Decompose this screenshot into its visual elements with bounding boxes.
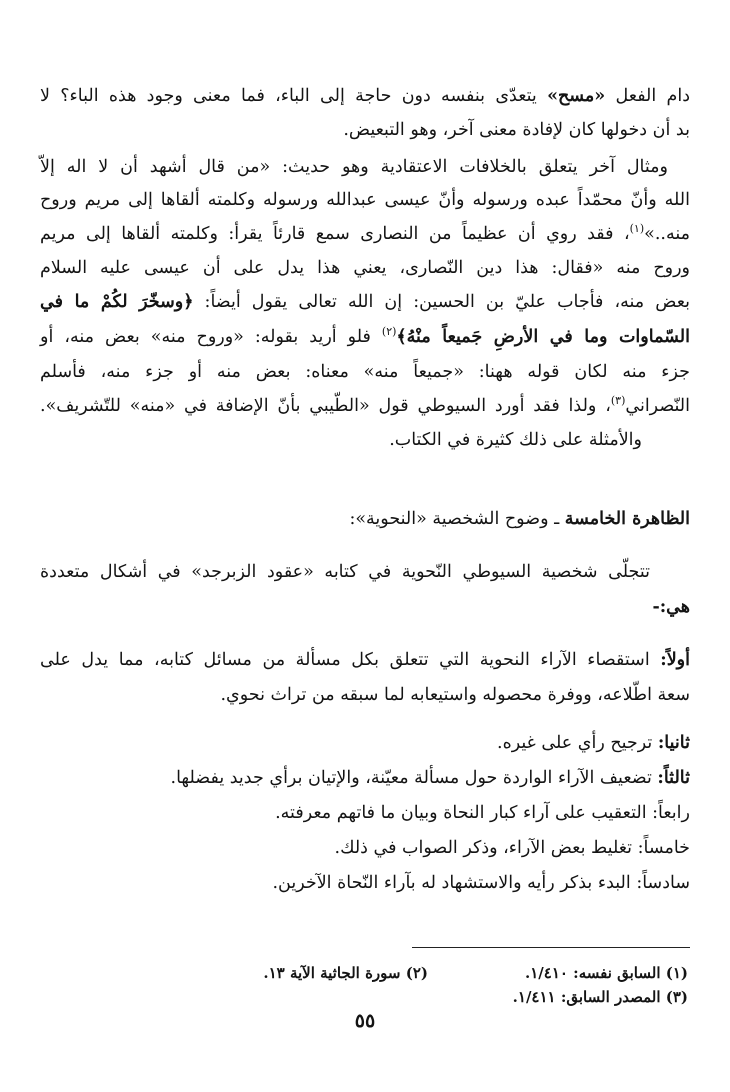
footnote-2: (٢) سورة الجاثية الآية ١٣. <box>263 964 428 982</box>
text-run: ، ولذا فقد أورد السيوطي قول «الطّيبي بأنّ الإضافة في «منه» للتّشريف». <box>40 396 611 416</box>
text-run: النّصراني <box>625 396 690 416</box>
item-label: سادساً: <box>636 873 690 893</box>
text-run: دام الفعل <box>605 86 690 106</box>
item-text: تغليط بعض الآراء، وذكر الصواب في ذلك. <box>334 838 638 858</box>
list-item-continuation <box>40 685 690 706</box>
item-text: سعة اطّلاعه، ووفرة محصوله واستيعابه لما سبقه من تراث نحوي. <box>220 685 690 705</box>
item-text: استقصاء الآراء النحوية التي تتعلق بكل مسألة من مسائل كتابه، مما يدل على <box>40 650 661 670</box>
body-line <box>40 157 668 178</box>
body-line <box>40 292 690 313</box>
text-run: يتعدّى بنفسه دون حاجة إلى الباء، فما معنى وجود هذه الباء؟ لا <box>40 86 548 106</box>
item-label: خامساً: <box>637 838 690 858</box>
text-run: وروح منه «فقال: هذا دين النّصارى، يعني هذا يدل على أن عيسى عليه السلام <box>40 258 690 278</box>
quoted-term: «مسح» <box>547 86 606 106</box>
text-run: هي:- <box>652 597 690 617</box>
text-run: فلو أريد بقوله: «وروح منه» بعض منه، أو <box>40 327 382 347</box>
page-number: ٥٥ <box>354 1010 376 1032</box>
item-label: رابعاً: <box>652 803 690 823</box>
text-run: تتجلّى شخصية السيوطي النّحوية في كتابه «عقود الزبرجد» في أشكال متعددة <box>40 562 650 582</box>
list-item <box>40 650 690 671</box>
text-run: ومثال آخر يتعلق بالخلافات الاعتقادية وهو حديث: «من قال أشهد أن لا اله إلاّ <box>40 157 668 177</box>
footnote-ref-3[interactable]: (٣) <box>610 394 626 408</box>
text-run: جزء منه لكان قوله ههنا: «جميعاً منه» معناه: بعض منه أو جزء منه، فأسلم <box>40 362 690 382</box>
text-run: والأمثلة على ذلك كثيرة في الكتاب. <box>389 430 642 450</box>
text-run: ، فقد روي أن عظيماً من النصارى سمع قارئاً يقرأ: وكلمته ألقاها إلى مريم <box>40 224 630 244</box>
body-line <box>40 224 690 245</box>
body-line <box>40 86 690 107</box>
quran-quote: ﴿وسخّرَ لكُمْ ما في <box>40 292 194 312</box>
body-line <box>40 430 642 451</box>
list-item <box>40 768 690 789</box>
text-run: بعض منه، فأجاب عليّ بن الحسين: إن الله تعالى يقول أيضاً: <box>193 292 691 312</box>
item-text: ترجيح رأي على غيره. <box>497 733 658 753</box>
item-label: ثانيا: <box>657 733 690 753</box>
text-run: بد أن دخولها كان لإفادة معنى آخر، وهو التبعيض. <box>343 120 690 140</box>
body-line <box>40 327 690 348</box>
body-line <box>40 562 650 583</box>
body-line <box>40 396 690 417</box>
section-heading <box>40 509 690 530</box>
footnote-separator <box>412 947 690 948</box>
footnote-1: (١) السابق نفسه: ١/٤١٠. <box>525 964 688 982</box>
body-line <box>40 597 690 618</box>
list-item <box>40 838 690 859</box>
heading-subtitle: ـ وضوح الشخصية «النحوية»: <box>349 509 565 529</box>
body-line <box>40 120 690 141</box>
body-line <box>40 258 690 279</box>
list-item <box>40 733 690 754</box>
footnote-3: (٣) المصدر السابق: ١/٤١١. <box>512 988 688 1006</box>
footnote-ref-1[interactable]: (١) <box>629 222 645 236</box>
text-run: الله وأنّ محمّداً عبده ورسوله وأنّ عيسى عبدالله ورسوله وكلمته ألقاها إلى مريم وروح <box>40 190 690 210</box>
item-label: ثالثاً: <box>657 768 690 788</box>
list-item <box>40 873 690 894</box>
quran-quote: السّماوات وما في الأرضِ جَميعاً منْهُ﴾ <box>396 327 690 347</box>
text-run: منه..» <box>644 224 690 244</box>
item-text: البدء بذكر رأيه والاستشهاد له بآراء النّحاة الآخرين. <box>272 873 637 893</box>
heading-title: الظاهرة الخامسة <box>564 509 690 529</box>
list-item <box>40 803 690 824</box>
item-label: أولاً: <box>660 650 690 670</box>
body-line <box>40 190 690 211</box>
item-text: التعقيب على آراء كبار النحاة وبيان ما فاتهم معرفته. <box>275 803 653 823</box>
item-text: تضعيف الآراء الواردة حول مسألة معيّنة، والإتيان برأي جديد يفضلها. <box>170 768 658 788</box>
footnote-ref-2[interactable]: (٢) <box>381 325 397 339</box>
body-line <box>40 362 690 383</box>
